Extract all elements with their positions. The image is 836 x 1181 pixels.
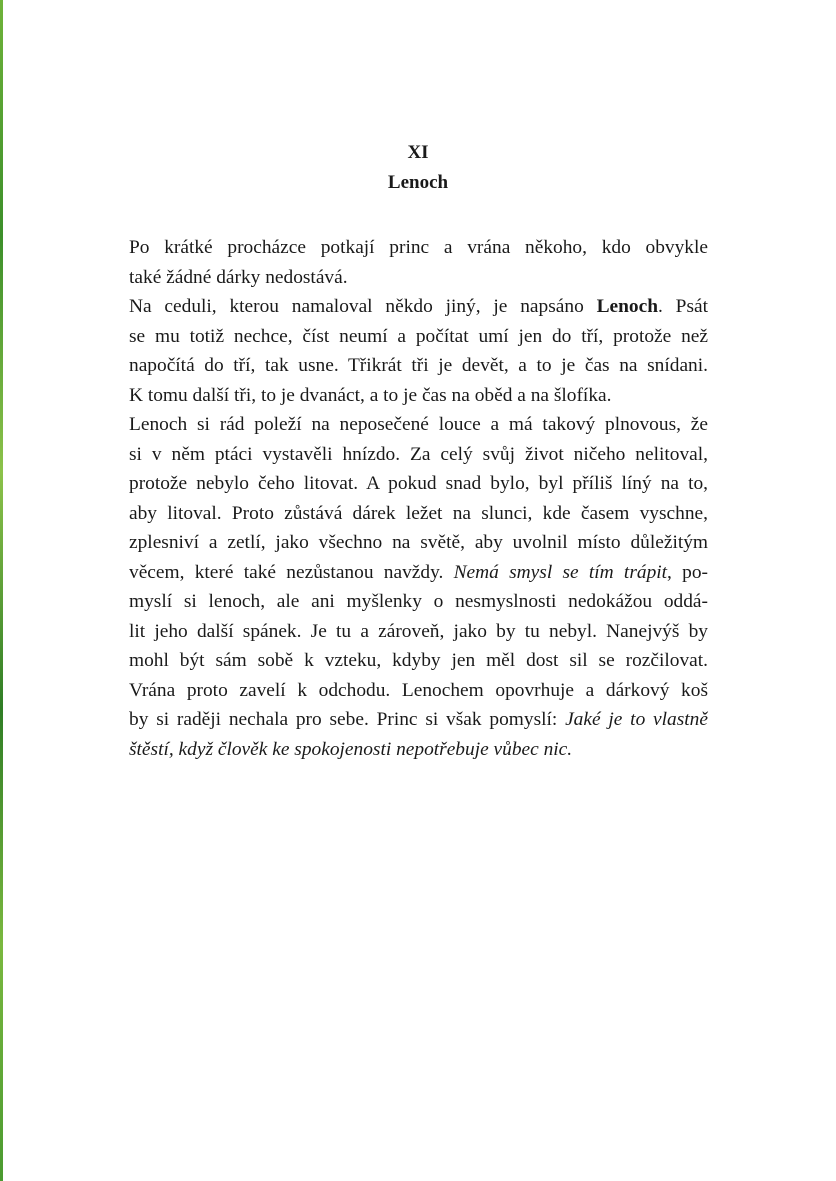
text-segment: si v něm ptáci vystavěli hnízdo. Za celý svůj život ničeho nelitoval, (129, 443, 708, 465)
text-segment: K tomu další tři, to je dvanáct, a to je čas na oběd a na šlofíka. (129, 384, 612, 406)
text-line (129, 292, 708, 322)
text-line (129, 351, 708, 381)
text-segment: zplesniví a zetlí, jako všechno na světě, aby uvolnil místo důležitým (129, 532, 708, 553)
text-segment: myslí si lenoch, ale ani myšlenky o nesmyslnosti nedokážou oddá- (129, 591, 708, 612)
text-line (129, 587, 708, 617)
italic-text: Nemá smysl se tím trápit (453, 561, 668, 583)
text-segment: Po krátké procházce potkají princ a vrána někoho, kdo obvykle (129, 237, 708, 258)
italic-text: Jaké je to vlastně (565, 709, 708, 730)
text-line (129, 499, 708, 529)
text-segment: . Psát (658, 296, 708, 317)
text-line (129, 381, 708, 411)
italic-text: štěstí, když člověk ke spokojenosti nepotřebuje vůbec nic. (129, 738, 573, 760)
chapter-title: Lenoch (387, 172, 449, 193)
text-line (129, 233, 708, 263)
text-segment: aby litoval. Proto zůstává dárek ležet na slunci, kde časem vyschne, (129, 502, 708, 524)
text-line (129, 617, 708, 647)
text-segment: se mu totiž nechce, číst neumí a počítat umí jen do tří, protože než (129, 325, 708, 347)
text-line (129, 646, 708, 676)
text-line (129, 322, 708, 352)
text-segment: by si raději nechala pro sebe. Princ si však pomyslí: (129, 709, 566, 730)
text-segment: napočítá do tří, tak usne. Třikrát tři je devět, a to je čas na snídani. (129, 355, 708, 376)
paragraph (129, 292, 708, 410)
text-line (129, 735, 708, 765)
text-line (129, 558, 708, 588)
text-line (129, 440, 708, 470)
text-segment: Na ceduli, kterou namaloval někdo jiný, je napsáno (129, 296, 597, 317)
text-segment: Lenoch si rád poleží na neposečené louce a má takový plnovous, že (129, 414, 708, 435)
text-line (129, 705, 708, 735)
text-line (129, 410, 708, 440)
text-line (129, 676, 708, 706)
text-segment: věcem, které také nezůstanou navždy. (129, 561, 454, 583)
chapter-body (129, 233, 708, 764)
text-line (129, 528, 708, 558)
text-segment: také žádné dárky nedostává. (129, 266, 348, 288)
text-segment: lit jeho další spánek. Je tu a zároveň, jako by tu nebyl. Nanejvýš by (129, 620, 708, 642)
text-segment: Vrána proto zavelí k odchodu. Lenochem opovrhuje a dárkový koš (129, 679, 708, 701)
bold-text: Lenoch (596, 296, 658, 317)
paragraph (129, 233, 708, 292)
text-segment: , po- (667, 561, 709, 583)
text-segment: mohl být sám sobě k vzteku, kdyby jen měl dost sil se rozčilovat. (129, 650, 708, 671)
text-segment: protože nebylo čeho litovat. A pokud snad bylo, byl příliš líný na to, (129, 473, 708, 494)
chapter-number: XI (407, 142, 429, 163)
text-line (129, 469, 708, 499)
paragraph (129, 410, 708, 764)
text-line (129, 263, 708, 293)
